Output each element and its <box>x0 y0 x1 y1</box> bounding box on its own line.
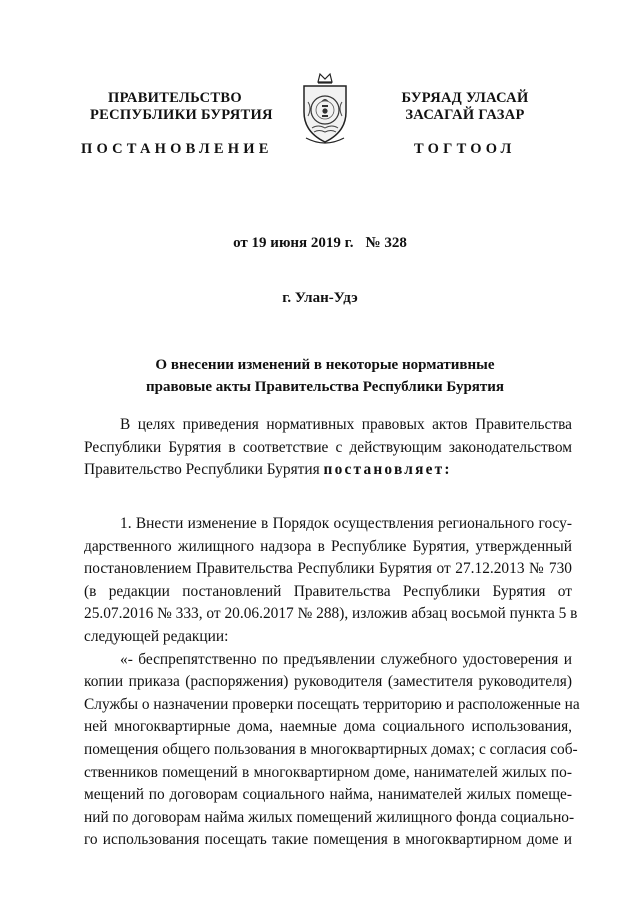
document-title <box>90 354 560 398</box>
coat-of-arms-emblem <box>298 72 352 150</box>
header-right-line-1: БУРЯАД УЛАСАЙ <box>401 90 529 106</box>
title-line-2: правовые акты Правительства Республики Бурятия <box>145 379 505 395</box>
preamble-line-3-prefix: Правительство Республики Бурятия <box>84 461 324 479</box>
item1-line-7: «- беспрепятственно по предъявлении служебного удостоверения и <box>120 650 572 668</box>
item1-line-6: следующей редакции: <box>84 627 229 645</box>
item1-line-12: ственников помещений в многоквартирном доме, нанимателей жилых по- <box>84 763 572 781</box>
header-right-authority <box>370 90 560 124</box>
preamble-paragraph <box>84 414 572 482</box>
preamble-line-1: В целях приведения нормативных правовых актов Правительства <box>120 416 572 433</box>
preamble-line-3 <box>84 459 572 482</box>
item1-line-13: мещений по договорам социального найма, нанимателей жилых помеще- <box>84 786 572 804</box>
header-left-line-2: РЕСПУБЛИКИ БУРЯТИЯ <box>90 107 273 123</box>
header-left-line-1: ПРАВИТЕЛЬСТВО <box>108 90 242 106</box>
item1-line-2: дарственного жилищного надзора в Республике Бурятия, утвержденный <box>84 537 572 555</box>
item1-line-3: постановлением Правительства Республики Бурятия от 27.12.2013 № 730 <box>84 560 572 578</box>
doc-type-left: ПОСТАНОВЛЕНИЕ <box>81 141 273 157</box>
item1-line-5: 25.07.2016 № 333, от 20.06.2017 № 288), изложив абзац восьмой пункта 5 в <box>84 605 578 623</box>
doc-type-right: ТОГТООЛ <box>414 141 516 157</box>
header-left-authority <box>90 90 273 124</box>
item1-line-15: го использования посещать такие помещения в многоквартирном доме и <box>84 831 572 849</box>
resolves-word: постановляет: <box>323 461 452 479</box>
document-date: от 19 июня 2019 г. <box>233 235 354 251</box>
document-city: г. Улан-Удэ <box>282 290 358 306</box>
header-right-line-2: ЗАСАГАЙ ГАЗАР <box>405 107 525 123</box>
item1-line-1: 1. Внести изменение в Порядок осуществления регионального госу- <box>120 515 572 532</box>
item1-line-8: копии приказа (распоряжения) руководителя (заместителя руководителя) <box>84 673 572 691</box>
item1-line-9: Службы о назначении проверки посещать территорию и расположенные на <box>84 695 580 713</box>
item-1-paragraph <box>84 513 580 852</box>
item1-line-4: (в редакции постановлений Правительства Республики Бурятия от <box>84 582 572 600</box>
title-line-1: О внесении изменений в некоторые нормативные <box>155 357 495 373</box>
item1-line-14: ний по договорам найма жилых помещений жилищного фонда социально- <box>84 808 575 826</box>
item1-line-11: помещения общего пользования в многоквартирных домах; с согласия соб- <box>84 740 578 758</box>
date-number-line <box>0 235 640 252</box>
document-number: № 328 <box>365 235 407 251</box>
preamble-line-2: Республики Бурятия в соответствие с действующим законодательством <box>84 438 572 456</box>
item1-line-10: ней многоквартирные дома, наемные дома социального использования, <box>84 718 572 736</box>
